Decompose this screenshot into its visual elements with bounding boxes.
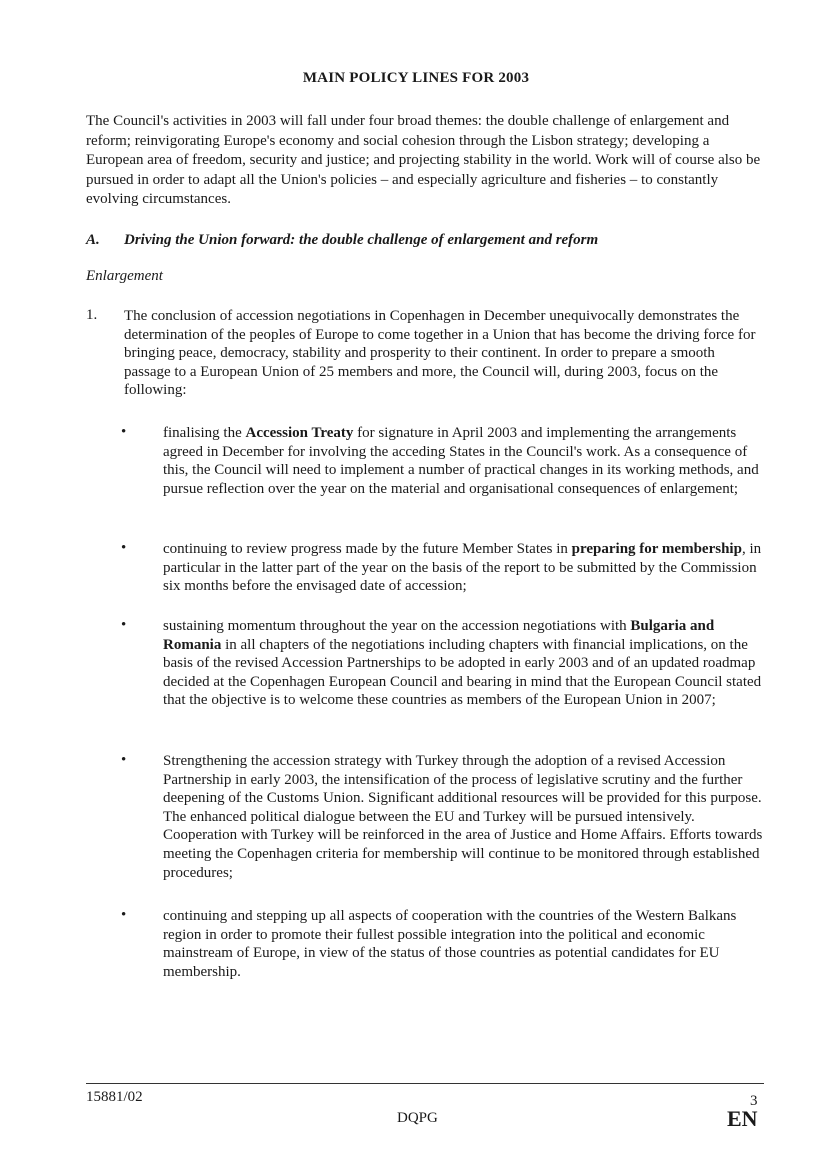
bullet-text: for signature in April 2003 and implementing the arrangements agreed in December for involving the acceding States in the Council's work. As a consequence of this, the Council will need to implement a number of practical changes in its working methods, and pursue reflection over the year on the material and organisational consequences of enlargement; [163, 425, 759, 497]
bullet-text: continuing and stepping up all aspects of cooperation with the countries of the Western Balkans region in order to promote their fullest possible integration into the political and economic mainstream of Europe, in view of the status of those countries as potential candidates for EU membership. [163, 908, 737, 980]
language-code: EN [727, 1106, 758, 1131]
bullet-text: continuing to review progress made by the future Member States in [163, 541, 572, 557]
page-number: 3 [750, 1093, 758, 1109]
bullet-text: in all chapters of the negotiations including chapters with financial implications, on the basis of the revised Accession Partnerships to be adopted in early 2003 and of an updated roadmap decided at the Copenhagen European Council and bearing in mind that the European Council stated that the objective is to welcome these countries as members of the European Union in 2007; [163, 636, 762, 709]
document-reference: 15881/02 [86, 1089, 143, 1105]
bullet-item-turkey [163, 752, 767, 882]
paragraph-text: The conclusion of accession negotiations in Copenhagen in December unequivocally demonstrates the determination of the peoples of Europe to come together in a Union that has become the driving force for bringing peace, democracy, stability and prosperity to their continent. In order to prepare a smooth passage to a European Union of 25 members and more, the Council will, during 2003, focus on the following: [124, 308, 756, 399]
intro-paragraph: The Council's activities in 2003 will fall under four broad themes: the double challenge of enlargement and reform; reinvigorating Europe's economy and social cohesion through the Lisbon strategy; developing a European area of freedom, security and justice; and projecting stability in the world. Work will of course also be pursued in order to adapt all the Union's policies – and especially agriculture and fisheries – to constantly evolving circumstances. [86, 113, 761, 207]
section-number: A. [86, 232, 100, 248]
bullet-bold-text: preparing for membership [571, 541, 742, 557]
bullet-marker: • [121, 617, 127, 633]
bullet-bold-text: Bulgaria and Romania [163, 618, 715, 653]
paragraph-number: 1. [86, 307, 98, 323]
bullet-text: , in particular in the latter part of the year on the basis of the report to be submitted by the Commission six months before the envisaged date of accession; [163, 541, 762, 595]
section-heading [86, 232, 766, 249]
bullet-text: Strengthening the accession strategy with Turkey through the adoption of a revised Accession Partnership in early 2003, the intensification of the process of legislative scrutiny and the further deepening of the Customs Union. Significant additional resources will be provided for this purpose. The enhanced political dialogue between the EU and Turkey will be pursued intensively. Cooperation with Turkey will be reinforced in the area of Justice and Home Affairs. Efforts towards meeting the Copenhagen criteria for membership will continue to be monitored through established procedures; [163, 753, 763, 881]
bullet-marker: • [121, 540, 127, 556]
bullet-item-accession-treaty [163, 424, 767, 498]
bullet-bold-text: Accession Treaty [245, 425, 354, 441]
section-heading-text: Driving the Union forward: the double challenge of enlargement and reform [124, 232, 599, 248]
bullet-marker: • [121, 424, 127, 440]
bullet-marker: • [121, 752, 127, 768]
footer-divider [86, 1083, 764, 1084]
bullet-item-western-balkans [163, 907, 767, 981]
page-title: MAIN POLICY LINES FOR 2003 [302, 70, 530, 86]
bullet-item-preparing-membership [163, 540, 767, 596]
bullet-marker: • [121, 907, 127, 923]
department-code: DQPG [397, 1110, 438, 1126]
bullet-text: sustaining momentum throughout the year on the accession negotiations with [163, 618, 631, 634]
bullet-item-bulgaria-romania [163, 617, 767, 710]
bullet-text: finalising the [163, 425, 246, 441]
subheading-enlargement: Enlargement [86, 268, 163, 284]
